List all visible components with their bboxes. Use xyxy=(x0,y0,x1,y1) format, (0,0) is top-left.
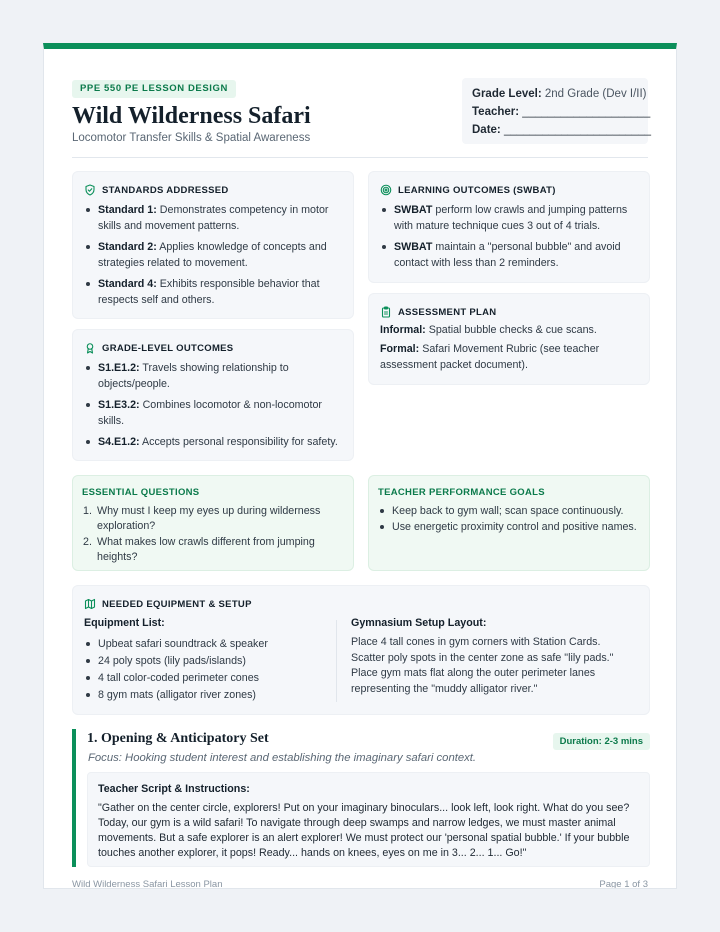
informal-label: Informal: xyxy=(380,324,426,336)
teacher-label: Teacher: xyxy=(472,106,520,118)
item-text: Demonstrates competency in motor skills and movement patterns. xyxy=(98,204,329,232)
item-key: S4.E1.2: xyxy=(98,436,140,448)
item-text: Applies knowledge of concepts and strategies related to movement. xyxy=(98,241,327,269)
item-text: Use energetic proximity control and positive names. xyxy=(392,521,637,533)
formal-label: Formal: xyxy=(380,343,420,355)
assessment-heading-text: ASSESSMENT PLAN xyxy=(398,306,497,318)
list-item xyxy=(85,360,341,392)
equipment-heading-text: NEEDED EQUIPMENT & SETUP xyxy=(102,598,252,610)
list-item xyxy=(85,276,341,308)
script-heading: Teacher Script & Instructions: xyxy=(98,783,250,795)
standards-list xyxy=(85,202,341,313)
item-text: What makes low crawls different from jumping heights? xyxy=(97,536,315,563)
date-label: Date: xyxy=(472,124,501,136)
item-text: Accepts personal responsibility for safety. xyxy=(141,436,338,448)
item-text: perform low crawls and jumping patterns with mature technique cues 3 out of 4 trials. xyxy=(394,204,628,232)
list-item xyxy=(85,397,341,429)
informal-text: Spatial bubble checks & cue scans. xyxy=(428,324,597,336)
standards-heading-text: STANDARDS ADDRESSED xyxy=(102,184,229,196)
item-key: S1.E3.2: xyxy=(98,399,140,411)
teacher-goals-heading: TEACHER PERFORMANCE GOALS xyxy=(378,487,545,498)
item-key: SWBAT xyxy=(394,241,433,253)
list-item xyxy=(85,434,341,450)
list-item xyxy=(85,239,341,271)
equipment-list xyxy=(85,636,325,704)
grade-outcomes-heading-text: GRADE-LEVEL OUTCOMES xyxy=(102,342,234,354)
list-item xyxy=(85,687,325,703)
teacher-goals-list xyxy=(379,503,637,540)
list-item xyxy=(83,535,341,565)
map-icon xyxy=(84,598,96,610)
section-title: 1. Opening & Anticipatory Set xyxy=(87,731,269,746)
duration-badge: Duration: 2-3 mins xyxy=(553,733,650,750)
list-item xyxy=(381,202,637,234)
grade-level-value: 2nd Grade (Dev I/II) xyxy=(544,88,647,100)
teacher-script-box xyxy=(87,772,650,867)
item-text: maintain a "personal bubble" and avoid contact with less than 2 reminders. xyxy=(394,241,621,269)
item-text: 4 tall color-coded perimeter cones xyxy=(98,672,259,684)
item-text: Combines locomotor & non-locomotor skills. xyxy=(98,399,322,427)
learning-outcomes-heading-text: LEARNING OUTCOMES (SWBAT) xyxy=(398,184,556,196)
course-badge: PPE 550 PE LESSON DESIGN xyxy=(72,80,236,98)
date-row xyxy=(472,121,652,139)
list-item xyxy=(379,519,637,535)
equipment-card xyxy=(72,585,650,715)
grade-outcomes-list xyxy=(85,360,341,455)
list-item xyxy=(379,503,637,519)
equipment-list-heading: Equipment List: xyxy=(84,617,165,629)
item-key: Standard 1: xyxy=(98,204,157,216)
page-header xyxy=(72,76,652,158)
clipboard-icon xyxy=(380,306,392,318)
list-item xyxy=(85,202,341,234)
script-text: "Gather on the center circle, explorers! Put on your imaginary binoculars... look left, look right. What do you see? Today, our gym is a wild safari! To navigate through deep swamps and narrow ledges, we must master animal movements. But a safe explorer is an alert explorer! We must protect our 'personal spatial bubble.' If your bubble touches another explorer, it pops! Ready... hands on knees, eyes on me in 3... 2... 1... Go!" xyxy=(98,802,630,859)
setup-text: Place 4 tall cones in gym corners with Station Cards. Scatter poly spots in the center zone as safe "lily pads." Place gym mats flat along the outer perimeter lanes representing the "muddy alligator river." xyxy=(351,636,614,696)
footer-title: Wild Wilderness Safari Lesson Plan xyxy=(72,879,223,889)
section-focus: Focus: Hooking student interest and establishing the imaginary safari context. xyxy=(88,752,477,764)
setup-heading: Gymnasium Setup Layout: xyxy=(351,617,487,629)
assessment-informal xyxy=(380,322,637,339)
lesson-meta-box xyxy=(462,78,652,144)
list-item xyxy=(85,653,325,669)
assessment-card xyxy=(368,293,650,385)
standards-card xyxy=(72,171,354,319)
item-text: Keep back to gym wall; scan space continuously. xyxy=(392,505,624,517)
essential-questions-list xyxy=(83,504,341,565)
assessment-formal xyxy=(380,341,635,373)
item-text: Exhibits responsible behavior that respects self and others. xyxy=(98,278,320,306)
ribbon-icon xyxy=(84,342,96,354)
item-text: Travels showing relationship to objects/people. xyxy=(98,362,289,390)
item-text: 24 poly spots (lily pads/islands) xyxy=(98,655,246,667)
target-icon xyxy=(380,184,392,196)
page-number: Page 1 of 3 xyxy=(599,879,648,889)
grade-level-row xyxy=(472,85,647,103)
item-key: Standard 4: xyxy=(98,278,157,290)
essential-questions-card xyxy=(72,475,354,571)
page-footer xyxy=(72,879,648,889)
item-text: Upbeat safari soundtrack & speaker xyxy=(98,638,268,650)
formal-text: Safari Movement Rubric (see teacher assessment packet document). xyxy=(380,343,600,371)
item-text: 8 gym mats (alligator river zones) xyxy=(98,689,256,701)
column-divider xyxy=(336,620,337,702)
learning-outcomes-heading xyxy=(380,184,556,196)
item-number: 2. xyxy=(83,536,92,548)
shield-check-icon xyxy=(84,184,96,196)
page-subtitle: Locomotor Transfer Skills & Spatial Awareness xyxy=(72,132,311,144)
section-opening xyxy=(72,729,650,867)
teacher-blank: ____________________ xyxy=(522,106,651,118)
list-item xyxy=(85,670,325,686)
teacher-row xyxy=(472,103,651,121)
date-blank: _______________________ xyxy=(503,124,652,136)
standards-heading xyxy=(84,184,229,196)
learning-outcomes-list xyxy=(381,202,637,276)
page-title: Wild Wilderness Safari xyxy=(72,103,311,129)
item-key: Standard 2: xyxy=(98,241,157,253)
equipment-heading xyxy=(84,598,252,610)
essential-questions-heading: ESSENTIAL QUESTIONS xyxy=(82,487,200,498)
learning-outcomes-card xyxy=(368,171,650,283)
list-item xyxy=(381,239,637,271)
assessment-heading xyxy=(380,306,496,318)
grade-level-label: Grade Level: xyxy=(472,88,542,100)
item-key: SWBAT xyxy=(394,204,433,216)
item-text: Why must I keep my eyes up during wilderness exploration? xyxy=(97,505,321,532)
grade-outcomes-card xyxy=(72,329,354,461)
item-key: S1.E1.2: xyxy=(98,362,140,374)
lesson-page xyxy=(43,43,677,889)
teacher-goals-card xyxy=(368,475,650,571)
list-item xyxy=(85,636,325,652)
list-item xyxy=(83,504,341,534)
grade-outcomes-heading xyxy=(84,342,233,354)
item-number: 1. xyxy=(83,505,92,517)
